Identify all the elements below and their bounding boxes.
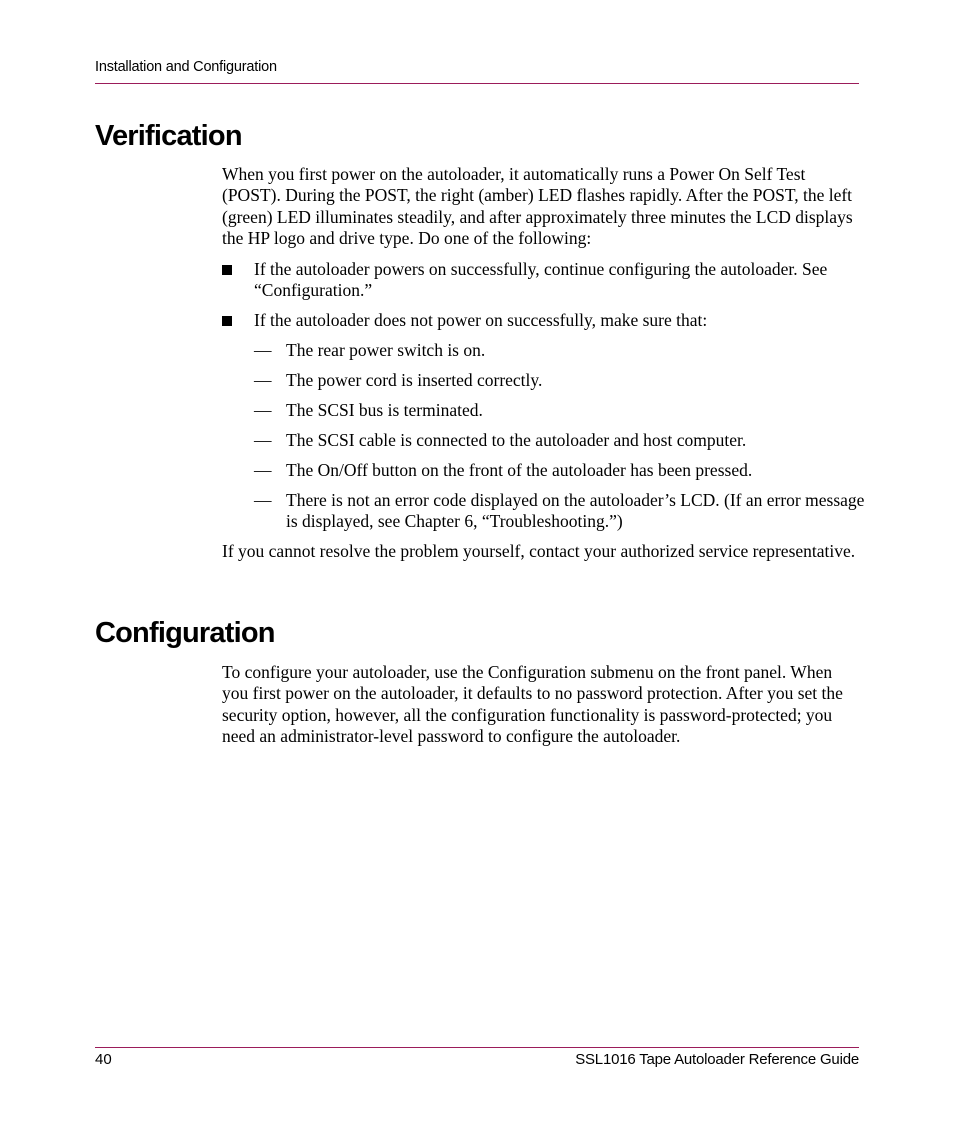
square-bullet-icon [222, 265, 232, 275]
configuration-paragraph: To configure your autoloader, use the Configuration submenu on the front panel. When you first power on the autoloader, it defaults to no password protection. After you set the security option, however, all the configuration functionality is password-protected; you need an administrator-level password to configure the autoloader. [222, 662, 843, 746]
check-text: The SCSI cable is connected to the autoloader and host computer. [286, 430, 747, 450]
page-number: 40 [95, 1051, 112, 1068]
verification-intro: When you first power on the autoloader, it automatically runs a Power On Self Test (POST). During the POST, the right (amber) LED flashes rapidly. After the POST, the left (green) LED illuminates steadily, and after approximately three minutes the LCD displays the HP logo and drive type. Do one of the following: [222, 164, 853, 248]
em-dash-bullet: — [254, 400, 272, 420]
bullet-text: If the autoloader does not power on successfully, make sure that: [254, 310, 708, 330]
check-text: The power cord is inserted correctly. [286, 370, 543, 390]
check-text: The SCSI bus is terminated. [286, 400, 483, 420]
configuration-heading: Configuration [95, 617, 275, 649]
check-text: There is not an error code displayed on the autoloader’s LCD. (If an error message is displayed, see Chapter 6, “Troubleshooting.”) [286, 490, 865, 532]
header-rule [95, 83, 859, 84]
verification-heading: Verification [95, 120, 242, 152]
em-dash-bullet: — [254, 340, 272, 360]
square-bullet-icon [222, 316, 232, 326]
document-title: SSL1016 Tape Autoloader Reference Guide [575, 1051, 859, 1068]
em-dash-bullet: — [254, 370, 272, 390]
footer-rule [95, 1047, 859, 1048]
running-header: Installation and Configuration [95, 59, 277, 75]
em-dash-bullet: — [254, 430, 272, 450]
verification-closing: If you cannot resolve the problem yourself, contact your authorized service representative. [222, 541, 856, 561]
check-text: The On/Off button on the front of the autoloader has been pressed. [286, 460, 753, 480]
em-dash-bullet: — [254, 490, 272, 510]
em-dash-bullet: — [254, 460, 272, 480]
check-text: The rear power switch is on. [286, 340, 486, 360]
bullet-text: If the autoloader powers on successfully, continue configuring the autoloader. See “Configuration.” [254, 259, 828, 301]
